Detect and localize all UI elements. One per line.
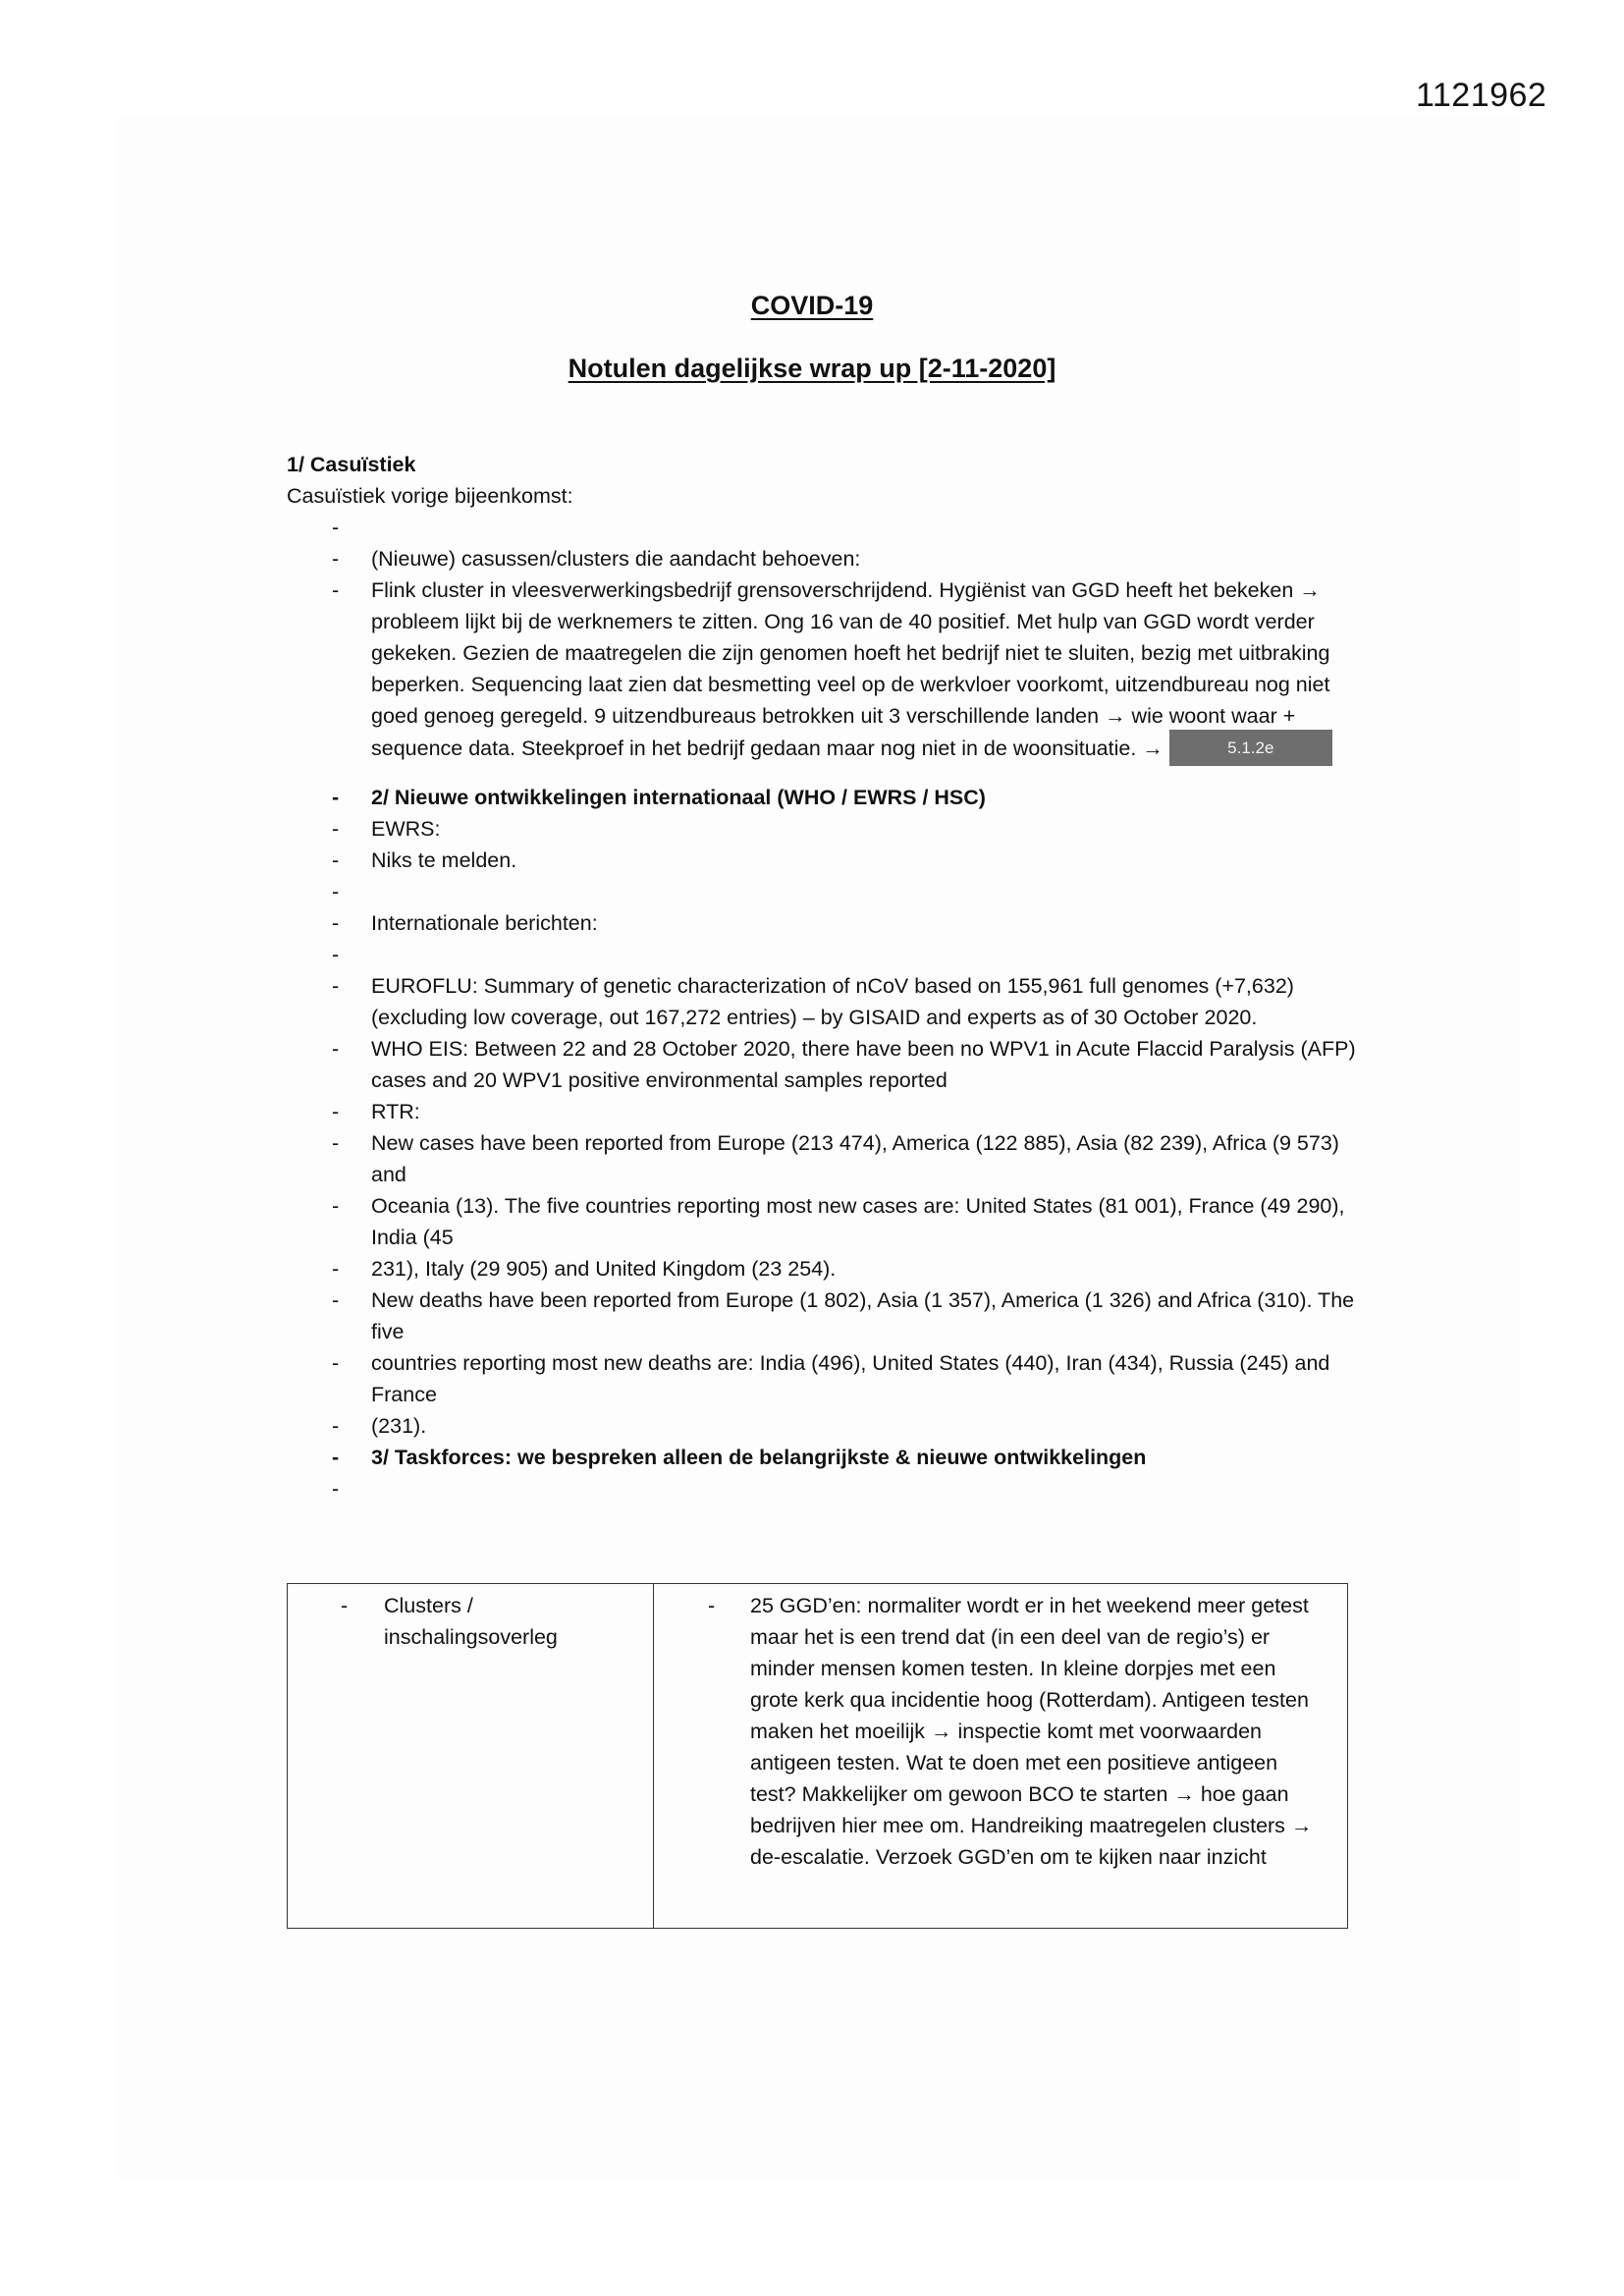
table-row [288, 1584, 1348, 1929]
list-dash: - [332, 1037, 340, 1061]
list-dash: - [332, 1257, 340, 1281]
list-dash: - [332, 817, 340, 841]
document-body [287, 449, 1357, 1504]
document-id-stamp: 1121962 [1416, 77, 1547, 114]
redaction-box: 5.1.2e [1169, 730, 1332, 766]
list-dash: - [332, 1446, 340, 1469]
list-dash: - [332, 1414, 340, 1438]
list-item-section2-heading [287, 782, 1357, 813]
list-item [287, 1473, 1357, 1504]
list-item: - (Nieuwe) casussen/clusters die aandacht behoeven: [287, 543, 1357, 574]
table-cell-topic [288, 1584, 654, 1929]
list-dash: - [332, 786, 340, 809]
list-item [287, 876, 1357, 907]
list-item-section3-heading [287, 1442, 1357, 1473]
list-dash: - [332, 1131, 340, 1155]
list-item-euroflu: - EUROFLU: Summary of genetic characterization of nCoV based on 155,961 full genomes (+7,632) (excluding low coverage, out 167,272 entries) – by GISAID and experts as of 30 October 2020. [287, 970, 1357, 1033]
section-heading-internationaal: 2/ Nieuwe ontwikkelingen internationaal (WHO / EWRS / HSC) [371, 786, 986, 809]
list-dash: - [332, 578, 340, 602]
list-item [287, 512, 1357, 543]
list-dash: - [332, 1351, 340, 1375]
list-item: - Internationale berichten: [287, 907, 1357, 939]
section-heading-casuistiek: 1/ Casuïstiek [287, 453, 416, 476]
list-item-cluster [287, 574, 1357, 768]
list-dash: - [332, 547, 340, 571]
list-dash: - [332, 1100, 340, 1123]
list-dash: - [332, 516, 340, 539]
list-item-oceania: - Oceania (13). The five countries reporting most new cases are: United States (81 001), France (49 290), India (45 [287, 1190, 1357, 1253]
notes-text: 25 GGD’en: normaliter wordt er in het weekend meer getest maar het is een trend dat (in een deel van de regio’s) er minder mensen komen testen. In kleine dorpjes met een grote kerk qua incidentie hoog (Rotterdam). Antigeen testen maken het moeilijk → inspectie komt met voorwaarden antigeen testen. Wat te doen met een positieve antigeen test? Makkelijker om gewoon BCO te starten → hoe gaan bedrijven hier mee om. Handreiking maatregelen clusters → de-escalatie. Verzoek GGD’en om te kijken naar inzicht [750, 1594, 1313, 1869]
list-dash: - [332, 1477, 340, 1501]
list-item-countries-cases: - 231), Italy (29 905) and United Kingdom (23 254). [287, 1253, 1357, 1285]
list-dash: - [332, 1194, 340, 1218]
list-dash: - [332, 848, 340, 872]
list-item-rtr: - RTR: [287, 1096, 1357, 1127]
topic-text: Clusters / inschalingsoverleg [384, 1594, 558, 1649]
document-subtitle: Notulen dagelijkse wrap up [2-11-2020] [568, 354, 1056, 383]
list-item-new-cases: - New cases have been reported from Europe (213 474), America (122 885), Asia (82 239), Africa (9 573) and [287, 1127, 1357, 1190]
section-heading-taskforces: 3/ Taskforces: we bespreken alleen de belangrijkste & nieuwe ontwikkelingen [371, 1446, 1147, 1469]
list-item-new-deaths: - New deaths have been reported from Europe (1 802), Asia (1 357), America (1 326) and Africa (310). The five [287, 1285, 1357, 1347]
list-item-who-eis: - WHO EIS: Between 22 and 28 October 2020, there have been no WPV1 in Acute Flaccid Paralysis (AFP) cases and 20 WPV1 positive environmental samples reported [287, 1033, 1357, 1096]
section-intro: Casuïstiek vorige bijeenkomst: [287, 484, 573, 508]
list-dash: - [332, 943, 340, 966]
cluster-text: Flink cluster in vleesverwerkingsbedrijf grensoverschrijdend. Hygiënist van GGD heeft het bekeken → probleem lijkt bij de werknemers te zitten. Ong 16 van de 40 positief. Met hulp van GGD wordt verder gekeken. Gezien de maatregelen die zijn genomen hoeft het bedrijf niet te sluiten, bezig met uitbraking beperken. Sequencing laat zien dat besmetting veel op de werkvloer voorkomt, uitzendbureau nog niet goed genoeg geregeld. 9 uitzendbureaus betrokken uit 3 verschillende landen → wie woont waar + sequence data. Steekproef in het bedrijf gedaan maar nog niet in de woonsituatie. → [371, 578, 1330, 761]
list-dash: - [332, 911, 340, 935]
document-title: COVID-19 [750, 291, 874, 320]
list-item-countries-deaths: - countries reporting most new deaths are: India (496), United States (440), Iran (434), Russia (245) and France [287, 1347, 1357, 1410]
list-item: - Niks te melden. [287, 845, 1357, 876]
list-item: - (231). [287, 1410, 1357, 1442]
list-dash: - [708, 1594, 716, 1617]
list-item [287, 939, 1357, 970]
list-dash: - [332, 1288, 340, 1312]
list-dash: - [341, 1594, 349, 1617]
table-cell-notes [654, 1584, 1348, 1929]
list-item: - EWRS: [287, 813, 1357, 845]
taskforces-table [287, 1583, 1348, 1929]
list-dash: - [332, 880, 340, 903]
list-dash: - [332, 974, 340, 998]
